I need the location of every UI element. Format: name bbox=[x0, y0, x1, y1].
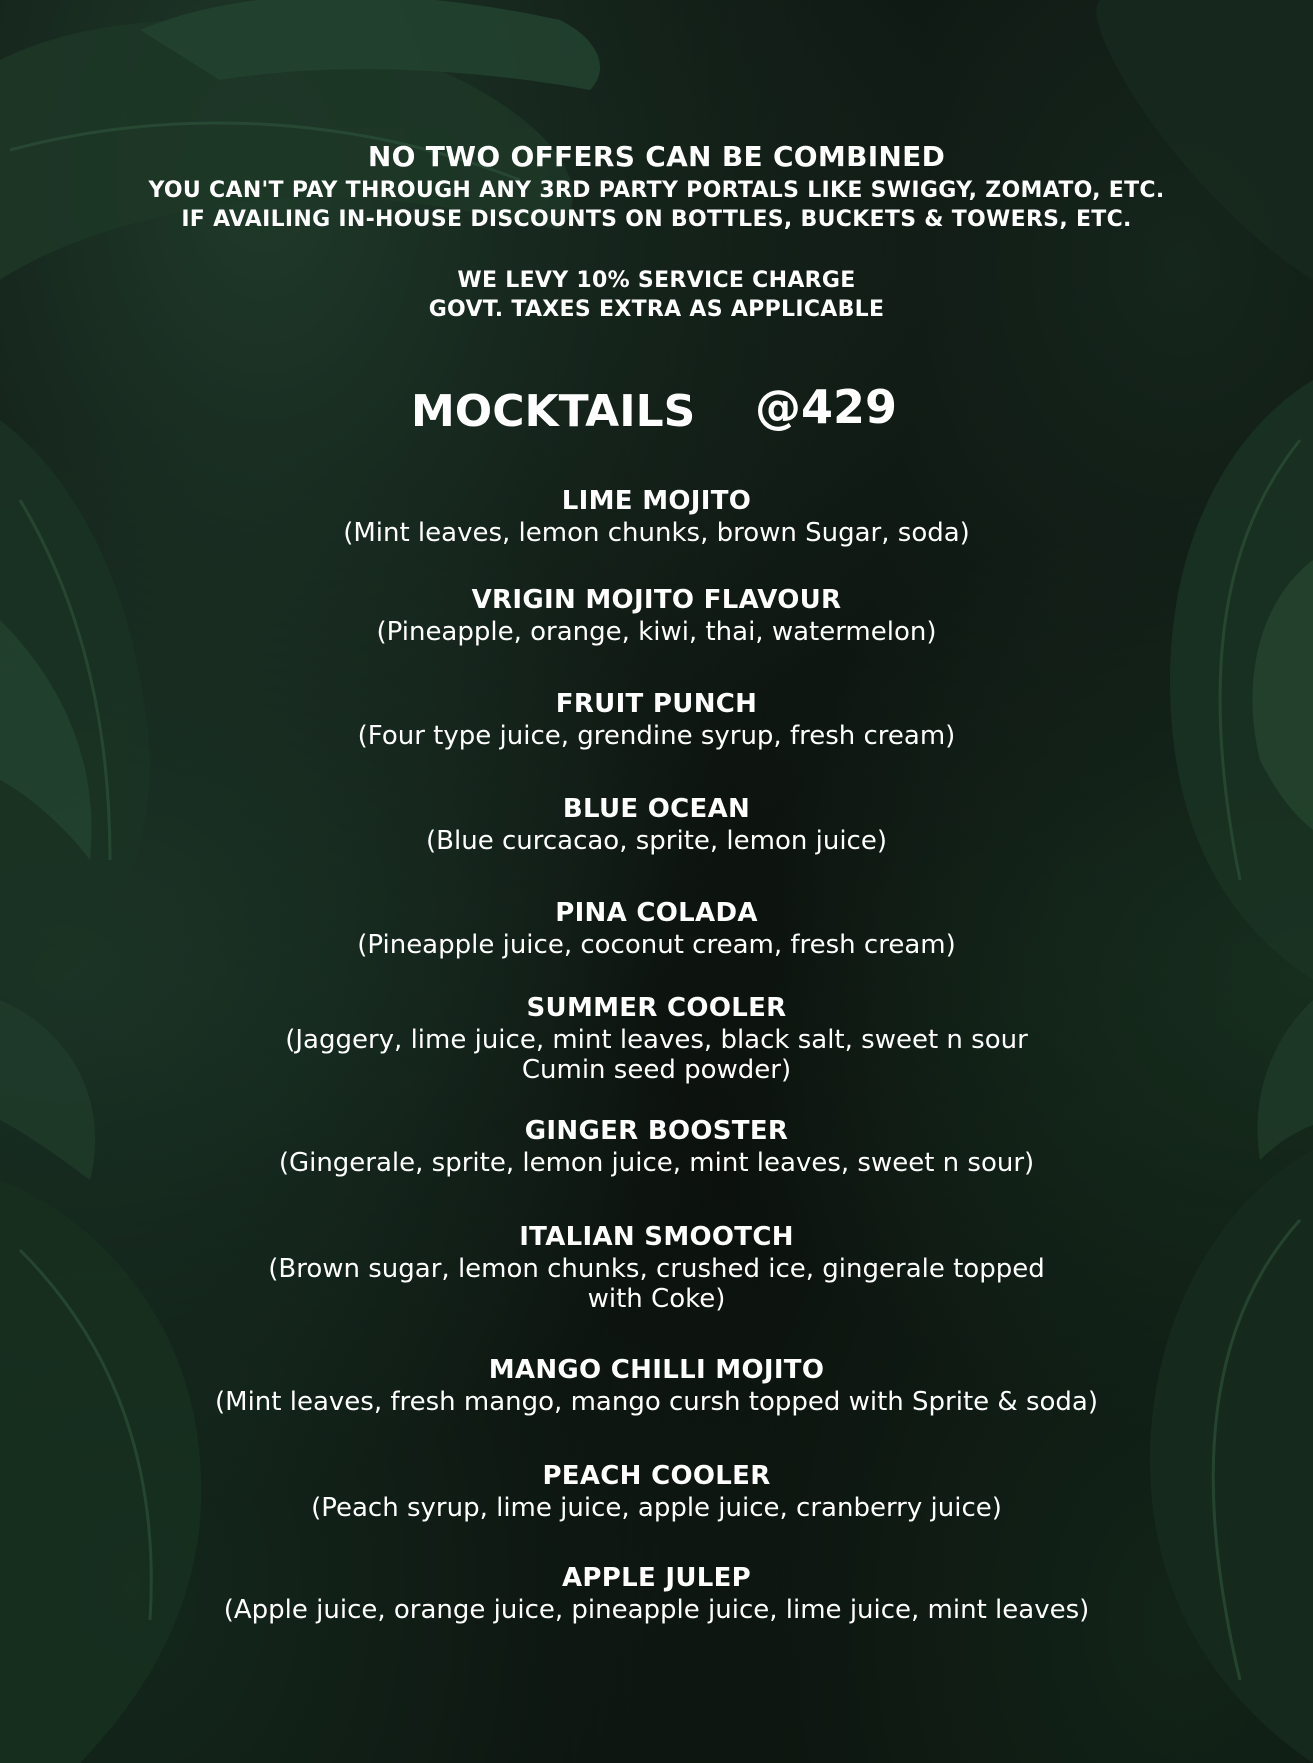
section-heading bbox=[0, 380, 1313, 440]
offer-notice-title: NO TWO OFFERS CAN BE COMBINED bbox=[367, 140, 946, 173]
menu-item bbox=[0, 991, 1313, 1085]
menu-item bbox=[0, 792, 1313, 856]
menu-item bbox=[0, 484, 1313, 548]
item-name: ITALIAN SMOOTCH bbox=[519, 1222, 794, 1252]
tax-notice: GOVT. TAXES EXTRA AS APPLICABLE bbox=[428, 297, 885, 322]
item-name: FRUIT PUNCH bbox=[555, 689, 758, 719]
item-description: (Pineapple, orange, kiwi, thai, watermelon) bbox=[376, 617, 937, 647]
discount-notice: IF AVAILING IN-HOUSE DISCOUNTS ON BOTTLES, BUCKETS & TOWERS, ETC. bbox=[181, 207, 1132, 232]
menu-item bbox=[0, 1220, 1313, 1314]
item-name: APPLE JULEP bbox=[561, 1563, 752, 1593]
menu-item bbox=[0, 687, 1313, 751]
menu-item bbox=[0, 1459, 1313, 1523]
item-description: (Gingerale, sprite, lemon juice, mint leaves, sweet n sour) bbox=[278, 1148, 1035, 1178]
item-description: (Mint leaves, fresh mango, mango cursh topped with Sprite & soda) bbox=[215, 1387, 1098, 1417]
item-name: GINGER BOOSTER bbox=[524, 1116, 789, 1146]
section-price: @429 bbox=[755, 380, 898, 434]
menu-item bbox=[0, 1561, 1313, 1625]
item-description: (Apple juice, orange juice, pineapple juice, lime juice, mint leaves) bbox=[223, 1595, 1090, 1625]
item-name: BLUE OCEAN bbox=[562, 794, 751, 824]
item-name: LIME MOJITO bbox=[561, 486, 752, 516]
item-name: MANGO CHILLI MOJITO bbox=[488, 1355, 825, 1385]
menu-item bbox=[0, 1353, 1313, 1417]
menu-item bbox=[0, 583, 1313, 647]
menu-item bbox=[0, 1114, 1313, 1178]
item-description: (Jaggery, lime juice, mint leaves, black salt, sweet n sour Cumin seed powder) bbox=[285, 1025, 1028, 1085]
payment-notice: YOU CAN'T PAY THROUGH ANY 3RD PARTY PORTALS LIKE SWIGGY, ZOMATO, ETC. bbox=[148, 178, 1165, 203]
item-description: (Pineapple juice, coconut cream, fresh cream) bbox=[357, 930, 956, 960]
section-title: MOCKTAILS bbox=[411, 386, 696, 437]
service-charge-notice: WE LEVY 10% SERVICE CHARGE bbox=[457, 268, 856, 293]
item-name: VRIGIN MOJITO FLAVOUR bbox=[471, 585, 842, 615]
item-description: (Peach syrup, lime juice, apple juice, cranberry juice) bbox=[311, 1493, 1002, 1523]
item-description: (Mint leaves, lemon chunks, brown Sugar, soda) bbox=[343, 518, 970, 548]
item-name: PINA COLADA bbox=[555, 898, 758, 928]
item-name: SUMMER COOLER bbox=[526, 993, 787, 1023]
item-description: (Brown sugar, lemon chunks, crushed ice, gingerale topped with Coke) bbox=[268, 1254, 1045, 1314]
menu-item bbox=[0, 896, 1313, 960]
item-description: (Four type juice, grendine syrup, fresh cream) bbox=[357, 721, 956, 751]
item-description: (Blue curcacao, sprite, lemon juice) bbox=[426, 826, 887, 856]
item-name: PEACH COOLER bbox=[542, 1461, 771, 1491]
